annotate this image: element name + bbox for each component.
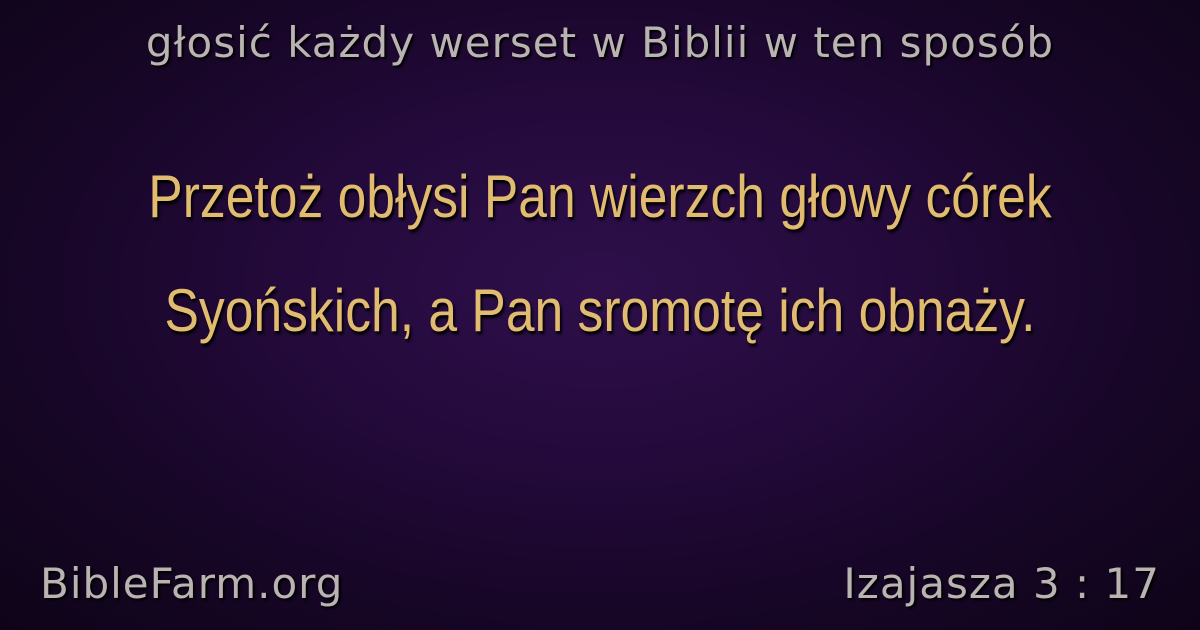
verse-text: Przetoż obłysi Pan wierzch głowy córek Syońskich, a Pan sromotę ich obnaży. xyxy=(148,163,1052,344)
site-name: BibleFarm.org xyxy=(40,559,344,608)
verse-reference: Izajasza 3 : 17 xyxy=(843,559,1160,608)
header-tagline: głosić każdy werset w Biblii w ten sposób xyxy=(145,18,1055,67)
